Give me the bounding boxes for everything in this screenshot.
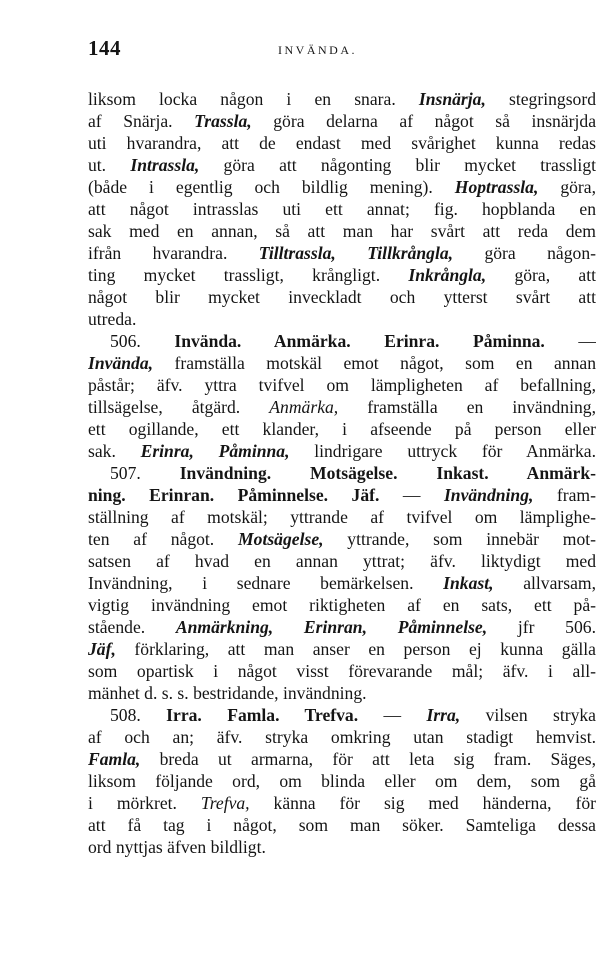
term-run: Invända. Anmärka. Erinra. Påminna. [174, 331, 545, 351]
text-run: satsen af hvad en annan yttrat; äfv. liktydigt med [88, 551, 596, 571]
body-text [88, 88, 596, 858]
text-run: stegringsord [485, 89, 596, 109]
text-run: att något intrasslas uti ett annat; fig. hopblanda en [88, 199, 596, 219]
text-run: framställa en invändning, [338, 397, 596, 417]
term-run: Anmärkning, Erinran, Påminnelse, [175, 617, 488, 637]
term-run: Tilltrassla, Tillkrångla, [258, 243, 454, 263]
text-run: af och an; äfv. stryka omkring utan stadigt hemvist. [88, 727, 596, 747]
text-run: 508. [110, 705, 167, 725]
text-line [88, 836, 596, 858]
text-run: mänhet d. s. s. bestridande, invändning. [88, 683, 367, 703]
text-run: liksom locka någon i en snara. [88, 89, 419, 109]
term-run: Inkrångla, [408, 265, 487, 285]
text-run: Invändning, i sednare bemärkelsen. [88, 573, 444, 593]
text-run: vigtig invändning emot riktigheten af en sats, ett på- [88, 595, 596, 615]
text-run: — [358, 705, 427, 725]
text-line [88, 198, 596, 220]
text-line [88, 726, 596, 748]
term-run: Insnärja, [418, 89, 486, 109]
text-run: breda ut armarna, för att leta sig fram. Säges, [140, 749, 596, 769]
term-run: Invändning. Motsägelse. Inkast. Anmärk- [179, 463, 596, 483]
text-line [88, 176, 596, 198]
term-run: Intrassla, [130, 155, 200, 175]
term-run: Irra. Famla. Trefva. [166, 705, 359, 725]
text-line [88, 528, 596, 550]
text-run: 506. [110, 331, 175, 351]
text-run: — [544, 331, 596, 351]
text-run: af Snärja. [88, 111, 195, 131]
text-run: känna för sig med händerna, för [249, 793, 596, 813]
term-run: Trefva, [200, 793, 250, 813]
text-run: uti hvarandra, att de endast med svårighet kunna redas [88, 133, 596, 153]
text-run: 507. [110, 463, 180, 483]
text-line [88, 418, 596, 440]
term-run: Trassla, [194, 111, 252, 131]
text-run: ten af något. [88, 529, 238, 549]
text-line [88, 462, 596, 484]
text-line [88, 748, 596, 770]
text-line [88, 396, 596, 418]
term-run: Anmärka, [269, 397, 339, 417]
text-run: vilsen stryka [460, 705, 596, 725]
text-run: yttrande, som innebär mot- [323, 529, 596, 549]
text-line [88, 770, 596, 792]
term-run: Irra, [426, 705, 461, 725]
text-run: ut. [88, 155, 131, 175]
text-run: som opartisk i något visst förevarande mål; äfv. i all- [88, 661, 596, 681]
text-line [88, 352, 596, 374]
text-run: göra delarna af något så insnärjda [251, 111, 596, 131]
text-line [88, 286, 596, 308]
text-line [88, 132, 596, 154]
term-run: Famla, [88, 749, 141, 769]
text-run: förklaring, att man anser en person ej kunna gälla [115, 639, 596, 659]
text-run: lindrigare uttryck för Anmärka. [289, 441, 596, 461]
text-run: tillsägelse, åtgärd. [88, 397, 270, 417]
text-line [88, 616, 596, 638]
text-line [88, 330, 596, 352]
text-run: göra att någonting blir mycket trassligt [199, 155, 596, 175]
text-run: jfr 506. [487, 617, 596, 637]
text-run: fram- [533, 485, 596, 505]
text-line [88, 814, 596, 836]
term-run: Invända, [88, 353, 154, 373]
text-run: ord nyttjas äfven bildligt. [88, 837, 266, 857]
text-run: i mörkret. [88, 793, 201, 813]
text-line [88, 792, 596, 814]
text-line [88, 242, 596, 264]
text-line [88, 264, 596, 286]
text-run: sak. [88, 441, 141, 461]
text-line [88, 154, 596, 176]
term-run: Hoptrassla, [454, 177, 539, 197]
text-line [88, 440, 596, 462]
text-line [88, 484, 596, 506]
text-line [88, 682, 596, 704]
text-line [88, 110, 596, 132]
page-header [88, 36, 596, 66]
term-run: Erinra, Påminna, [140, 441, 290, 461]
text-line [88, 638, 596, 660]
text-line [88, 506, 596, 528]
text-run: — [379, 485, 444, 505]
text-run: sak med en annan, så att man har svårt att reda dem [88, 221, 596, 241]
text-run: påstår; äfv. yttra tvifvel om lämpligheten af befallning, [88, 375, 596, 395]
text-run: ting mycket trassligt, krångligt. [88, 265, 409, 285]
text-run: utreda. [88, 309, 137, 329]
term-run: Inkast, [443, 573, 494, 593]
text-run: att få tag i något, som man söker. Samteliga dessa [88, 815, 596, 835]
term-run: Motsägelse, [238, 529, 324, 549]
text-line [88, 660, 596, 682]
term-run: ning. Erinran. Påminnelse. Jäf. [88, 485, 380, 505]
text-run: ifrån hvarandra. [88, 243, 259, 263]
term-run: Invändning, [443, 485, 534, 505]
text-line [88, 374, 596, 396]
text-line [88, 308, 596, 330]
text-run: framställa motskäl emot något, som en annan [153, 353, 596, 373]
text-line [88, 704, 596, 726]
text-line [88, 594, 596, 616]
text-line [88, 572, 596, 594]
text-line [88, 550, 596, 572]
text-line [88, 88, 596, 110]
text-run: ställning af motskäl; yttrande af tvifvel om lämplighe- [88, 507, 596, 527]
text-run: göra någon- [453, 243, 596, 263]
text-run: göra, att [486, 265, 596, 285]
term-run: Jäf, [88, 639, 116, 659]
text-run: liksom följande ord, om blinda eller om dem, som gå [88, 771, 596, 791]
text-line [88, 220, 596, 242]
text-run: (både i egentlig och bildlig mening). [88, 177, 455, 197]
text-run: något blir mycket inveckladt och ytterst svårt att [88, 287, 596, 307]
text-run: allvarsam, [493, 573, 596, 593]
text-run: ett ogillande, ett klander, i afseende på person eller [88, 419, 596, 439]
page-number: 144 [88, 36, 121, 60]
text-run: stående. [88, 617, 176, 637]
text-run: göra, [538, 177, 596, 197]
running-head: INVÄNDA. [278, 43, 357, 57]
